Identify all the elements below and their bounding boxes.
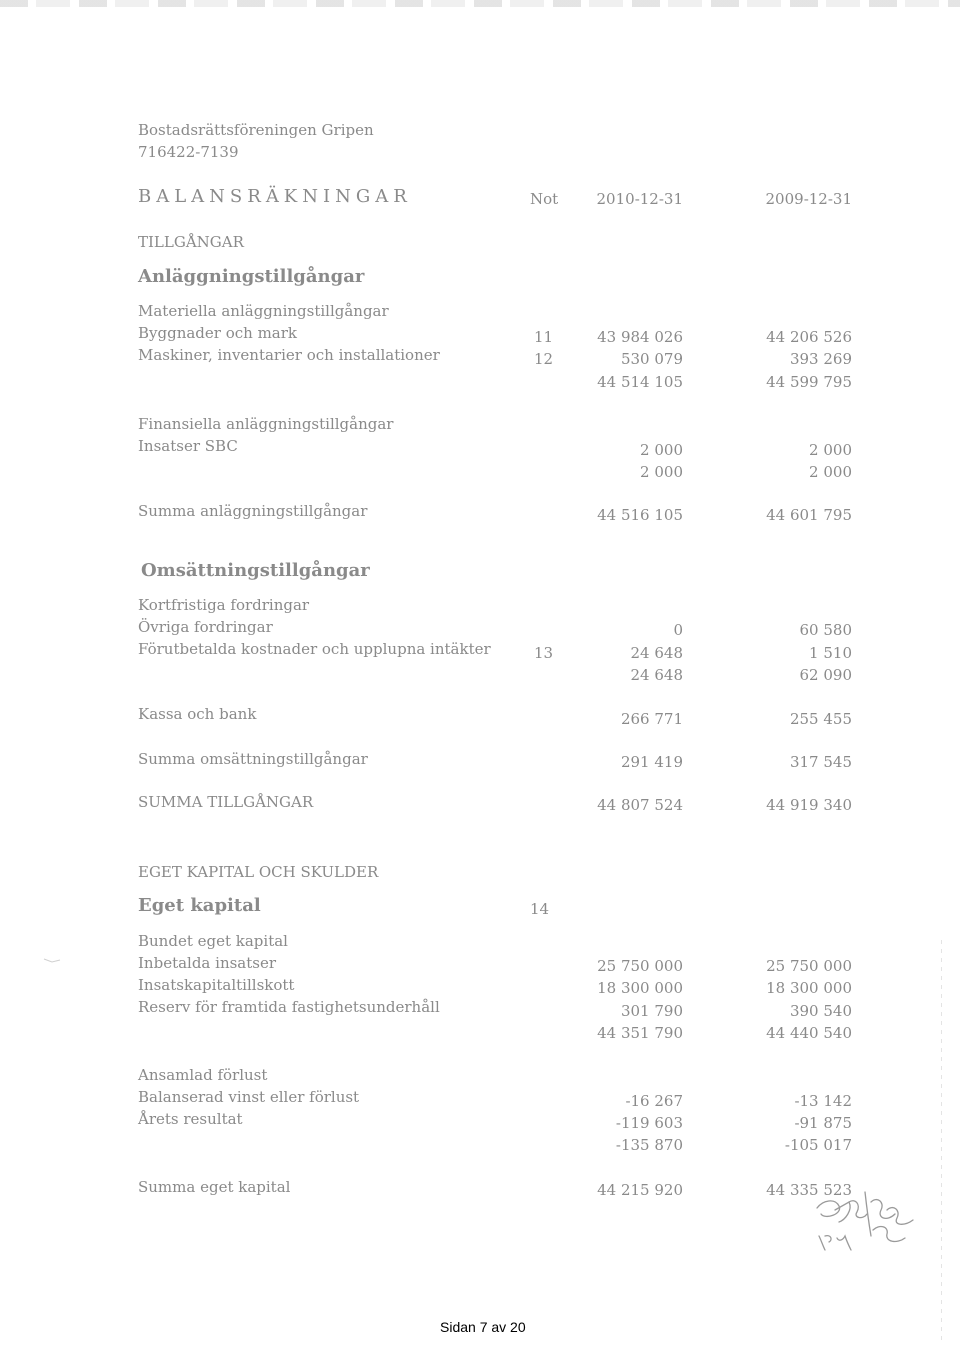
- subheading-tangible: Materiella anläggningstillgångar: [138, 302, 389, 320]
- scan-artifact-mark: [0, 951, 62, 961]
- column-header-2009: 2009-12-31: [765, 190, 852, 208]
- row-note-machinery: 12: [534, 350, 554, 368]
- column-header-2010: 2010-12-31: [596, 190, 683, 208]
- row-label-cash: Kassa och bank: [138, 705, 257, 723]
- row-value-2010-capital-contribution: 18 300 000: [597, 979, 683, 997]
- row-value-2009-paid-in: 25 750 000: [766, 957, 852, 975]
- subtotal-2009-financial: 2 000: [809, 463, 852, 481]
- grand-total-label-assets: SUMMA TILLGÅNGAR: [138, 793, 314, 811]
- row-value-2009-other-receivables: 60 580: [799, 621, 852, 639]
- subheading-financial: Finansiella anläggningstillgångar: [138, 415, 394, 433]
- subheading-accumulated-loss: Ansamlad förlust: [138, 1066, 268, 1084]
- org-name: Bostadsrättsföreningen Gripen: [138, 121, 374, 139]
- page-number: Sidan 7 av 20: [440, 1319, 526, 1335]
- row-label-other-receivables: Övriga fordringar: [138, 618, 273, 636]
- total-2009-equity: 44 335 523: [766, 1181, 852, 1199]
- row-value-2009-retained: -13 142: [794, 1092, 852, 1110]
- row-value-2010-paid-in: 25 750 000: [597, 957, 683, 975]
- row-label-prepaid: Förutbetalda kostnader och upplupna intäkter: [138, 640, 491, 658]
- subheading-equity: Eget kapital: [138, 895, 261, 916]
- subheading-restricted-equity: Bundet eget kapital: [138, 932, 288, 950]
- subtotal-2009-tangible: 44 599 795: [766, 373, 852, 391]
- row-label-reserve: Reserv för framtida fastighetsunderhåll: [138, 998, 440, 1016]
- org-number: 716422-7139: [138, 143, 239, 161]
- page-title: BALANSRÄKNINGAR: [138, 186, 412, 207]
- total-2010-current: 291 419: [620, 753, 683, 771]
- row-value-2009-capital-contribution: 18 300 000: [766, 979, 852, 997]
- subtotal-2009-accumulated: -105 017: [784, 1136, 852, 1154]
- subtotal-2010-financial: 2 000: [640, 463, 683, 481]
- total-2010-equity: 44 215 920: [597, 1181, 683, 1199]
- subtotal-2010-receivables: 24 648: [630, 666, 683, 684]
- row-value-2009-prepaid: 1 510: [809, 644, 852, 662]
- subtotal-2010-accumulated: -135 870: [615, 1136, 683, 1154]
- row-value-2010-machinery: 530 079: [620, 350, 683, 368]
- section-heading-equity-liabilities: EGET KAPITAL OCH SKULDER: [138, 863, 379, 881]
- subheading-receivables: Kortfristiga fordringar: [138, 596, 310, 614]
- total-label-current: Summa omsättningstillgångar: [138, 750, 368, 768]
- total-2009-fixed: 44 601 795: [766, 506, 852, 524]
- row-value-2010-sbc: 2 000: [640, 441, 683, 459]
- total-label-fixed: Summa anläggningstillgångar: [138, 502, 368, 520]
- row-value-2010-year-result: -119 603: [615, 1114, 683, 1132]
- total-2010-fixed: 44 516 105: [597, 506, 683, 524]
- signature-icon: [805, 1180, 920, 1260]
- row-value-2009-year-result: -91 875: [794, 1114, 852, 1132]
- section-heading-assets: TILLGÅNGAR: [138, 233, 244, 251]
- row-value-2010-prepaid: 24 648: [630, 644, 683, 662]
- subtotal-2010-tangible: 44 514 105: [597, 373, 683, 391]
- row-label-sbc: Insatser SBC: [138, 437, 238, 455]
- row-label-machinery: Maskiner, inventarier och installationer: [138, 346, 440, 364]
- subheading-current-assets: Omsättningstillgångar: [141, 560, 370, 581]
- row-value-2009-buildings: 44 206 526: [766, 328, 852, 346]
- scan-edge-artifact: [0, 0, 960, 7]
- row-value-2010-other-receivables: 0: [673, 621, 683, 639]
- row-value-2009-reserve: 390 540: [789, 1002, 852, 1020]
- row-value-2009-cash: 255 455: [789, 710, 852, 728]
- row-value-2010-cash: 266 771: [620, 710, 683, 728]
- row-label-retained: Balanserad vinst eller förlust: [138, 1088, 360, 1106]
- subheading-fixed-assets: Anläggningstillgångar: [138, 266, 365, 287]
- total-2009-current: 317 545: [789, 753, 852, 771]
- subtotal-2010-restricted: 44 351 790: [597, 1024, 683, 1042]
- row-value-2009-machinery: 393 269: [789, 350, 852, 368]
- grand-total-2010-assets: 44 807 524: [597, 796, 683, 814]
- row-value-2009-sbc: 2 000: [809, 441, 852, 459]
- subtotal-2009-receivables: 62 090: [799, 666, 852, 684]
- equity-note: 14: [530, 900, 550, 918]
- subtotal-2009-restricted: 44 440 540: [766, 1024, 852, 1042]
- row-value-2010-reserve: 301 790: [620, 1002, 683, 1020]
- scan-edge-line: [941, 940, 942, 1340]
- column-header-note: Not: [530, 190, 559, 208]
- row-label-buildings: Byggnader och mark: [138, 324, 298, 342]
- total-label-equity: Summa eget kapital: [138, 1178, 291, 1196]
- row-label-year-result: Årets resultat: [138, 1110, 243, 1128]
- row-label-paid-in: Inbetalda insatser: [138, 954, 277, 972]
- row-value-2010-retained: -16 267: [625, 1092, 683, 1110]
- row-value-2010-buildings: 43 984 026: [597, 328, 683, 346]
- row-label-capital-contribution: Insatskapitaltillskott: [138, 976, 295, 994]
- row-note-prepaid: 13: [534, 644, 554, 662]
- grand-total-2009-assets: 44 919 340: [766, 796, 852, 814]
- row-note-buildings: 11: [534, 328, 554, 346]
